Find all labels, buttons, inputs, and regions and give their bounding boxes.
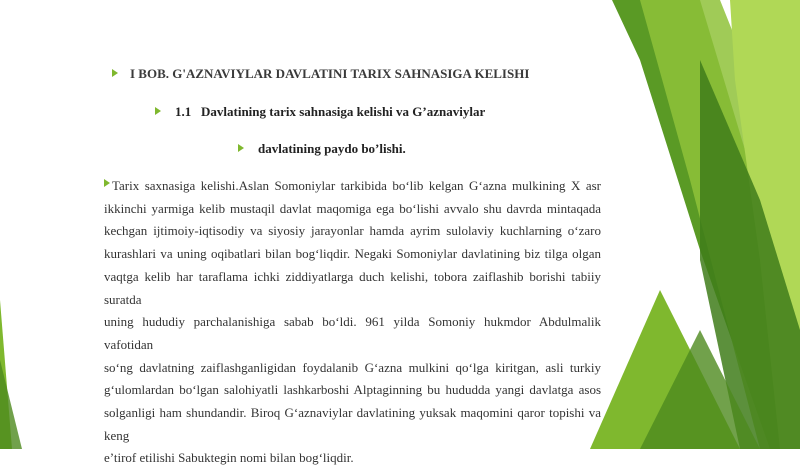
paragraph-line: uning hududiy parchalanishiga sabab bo‘ldi. 961 yilda Somoniy hukmdor Abdulmalik vafotidan — [104, 314, 601, 352]
section-number: 1.1 — [175, 104, 192, 119]
paragraph-line: so‘ng davlatning zaiflashganligidan foydalanib G‘azna mulkini qo‘lga kiritgan, asli turkiy — [104, 359, 601, 375]
paragraph-line: g‘ulomlardan bo‘lgan salohiyatli lashkarboshi Alptaginning bu hududda yangi davlatga asos — [104, 382, 601, 398]
bullet-icon — [238, 144, 244, 152]
chapter-heading: I BOB. G'AZNAVIYLAR DAVLATINI TARIX SAHNASIGA KELISHI — [130, 66, 530, 81]
green-corner-left-dark — [0, 360, 22, 449]
bullet-icon — [112, 69, 118, 77]
body-paragraph — [104, 175, 601, 470]
paragraph-line: e’tirof etilishi Sabuktegin nomi bilan bog‘liqdir. — [104, 450, 354, 466]
section-title-line1: Davlatining tarix sahnasiga kelishi va G’aznaviylar — [201, 104, 486, 119]
paragraph-line: solganligi ham shundandir. Biroq G‘aznaviylar davlatining yuksak maqomini qaror topishi va keng — [104, 405, 601, 443]
section-title-line2: davlatining paydo bo’lishi. — [258, 141, 406, 156]
paragraph-line: Tarix saxnasiga kelishi.Aslan Somoniylar tarkibida bo‘lib kelgan G‘azna mulkining X asr — [112, 178, 601, 193]
paragraph-line: kurashlari va uning oqibatlari bilan bog‘liqdir. Negaki Somoniylar davlatining biz tilga olgan — [104, 246, 601, 262]
section-heading — [175, 104, 485, 120]
paragraph-line: ikkinchi yarmiga kelib mustaqil davlat maqomiga ega bo‘lishi avvalo shu davrda mintaqada — [104, 200, 601, 216]
bullet-icon — [155, 107, 161, 115]
paragraph-line: vaqtga kelib har taraflama ichki ziddiyatlarga duch kelishi, tobora zaiflashib borishi tabiiy suratda — [104, 268, 601, 307]
paragraph-line: kechgan ijtimoiy-iqtisodiy va siyosiy jarayonlar hamda ayrim sulolaviy kuchlarning o‘zaro — [104, 223, 601, 239]
